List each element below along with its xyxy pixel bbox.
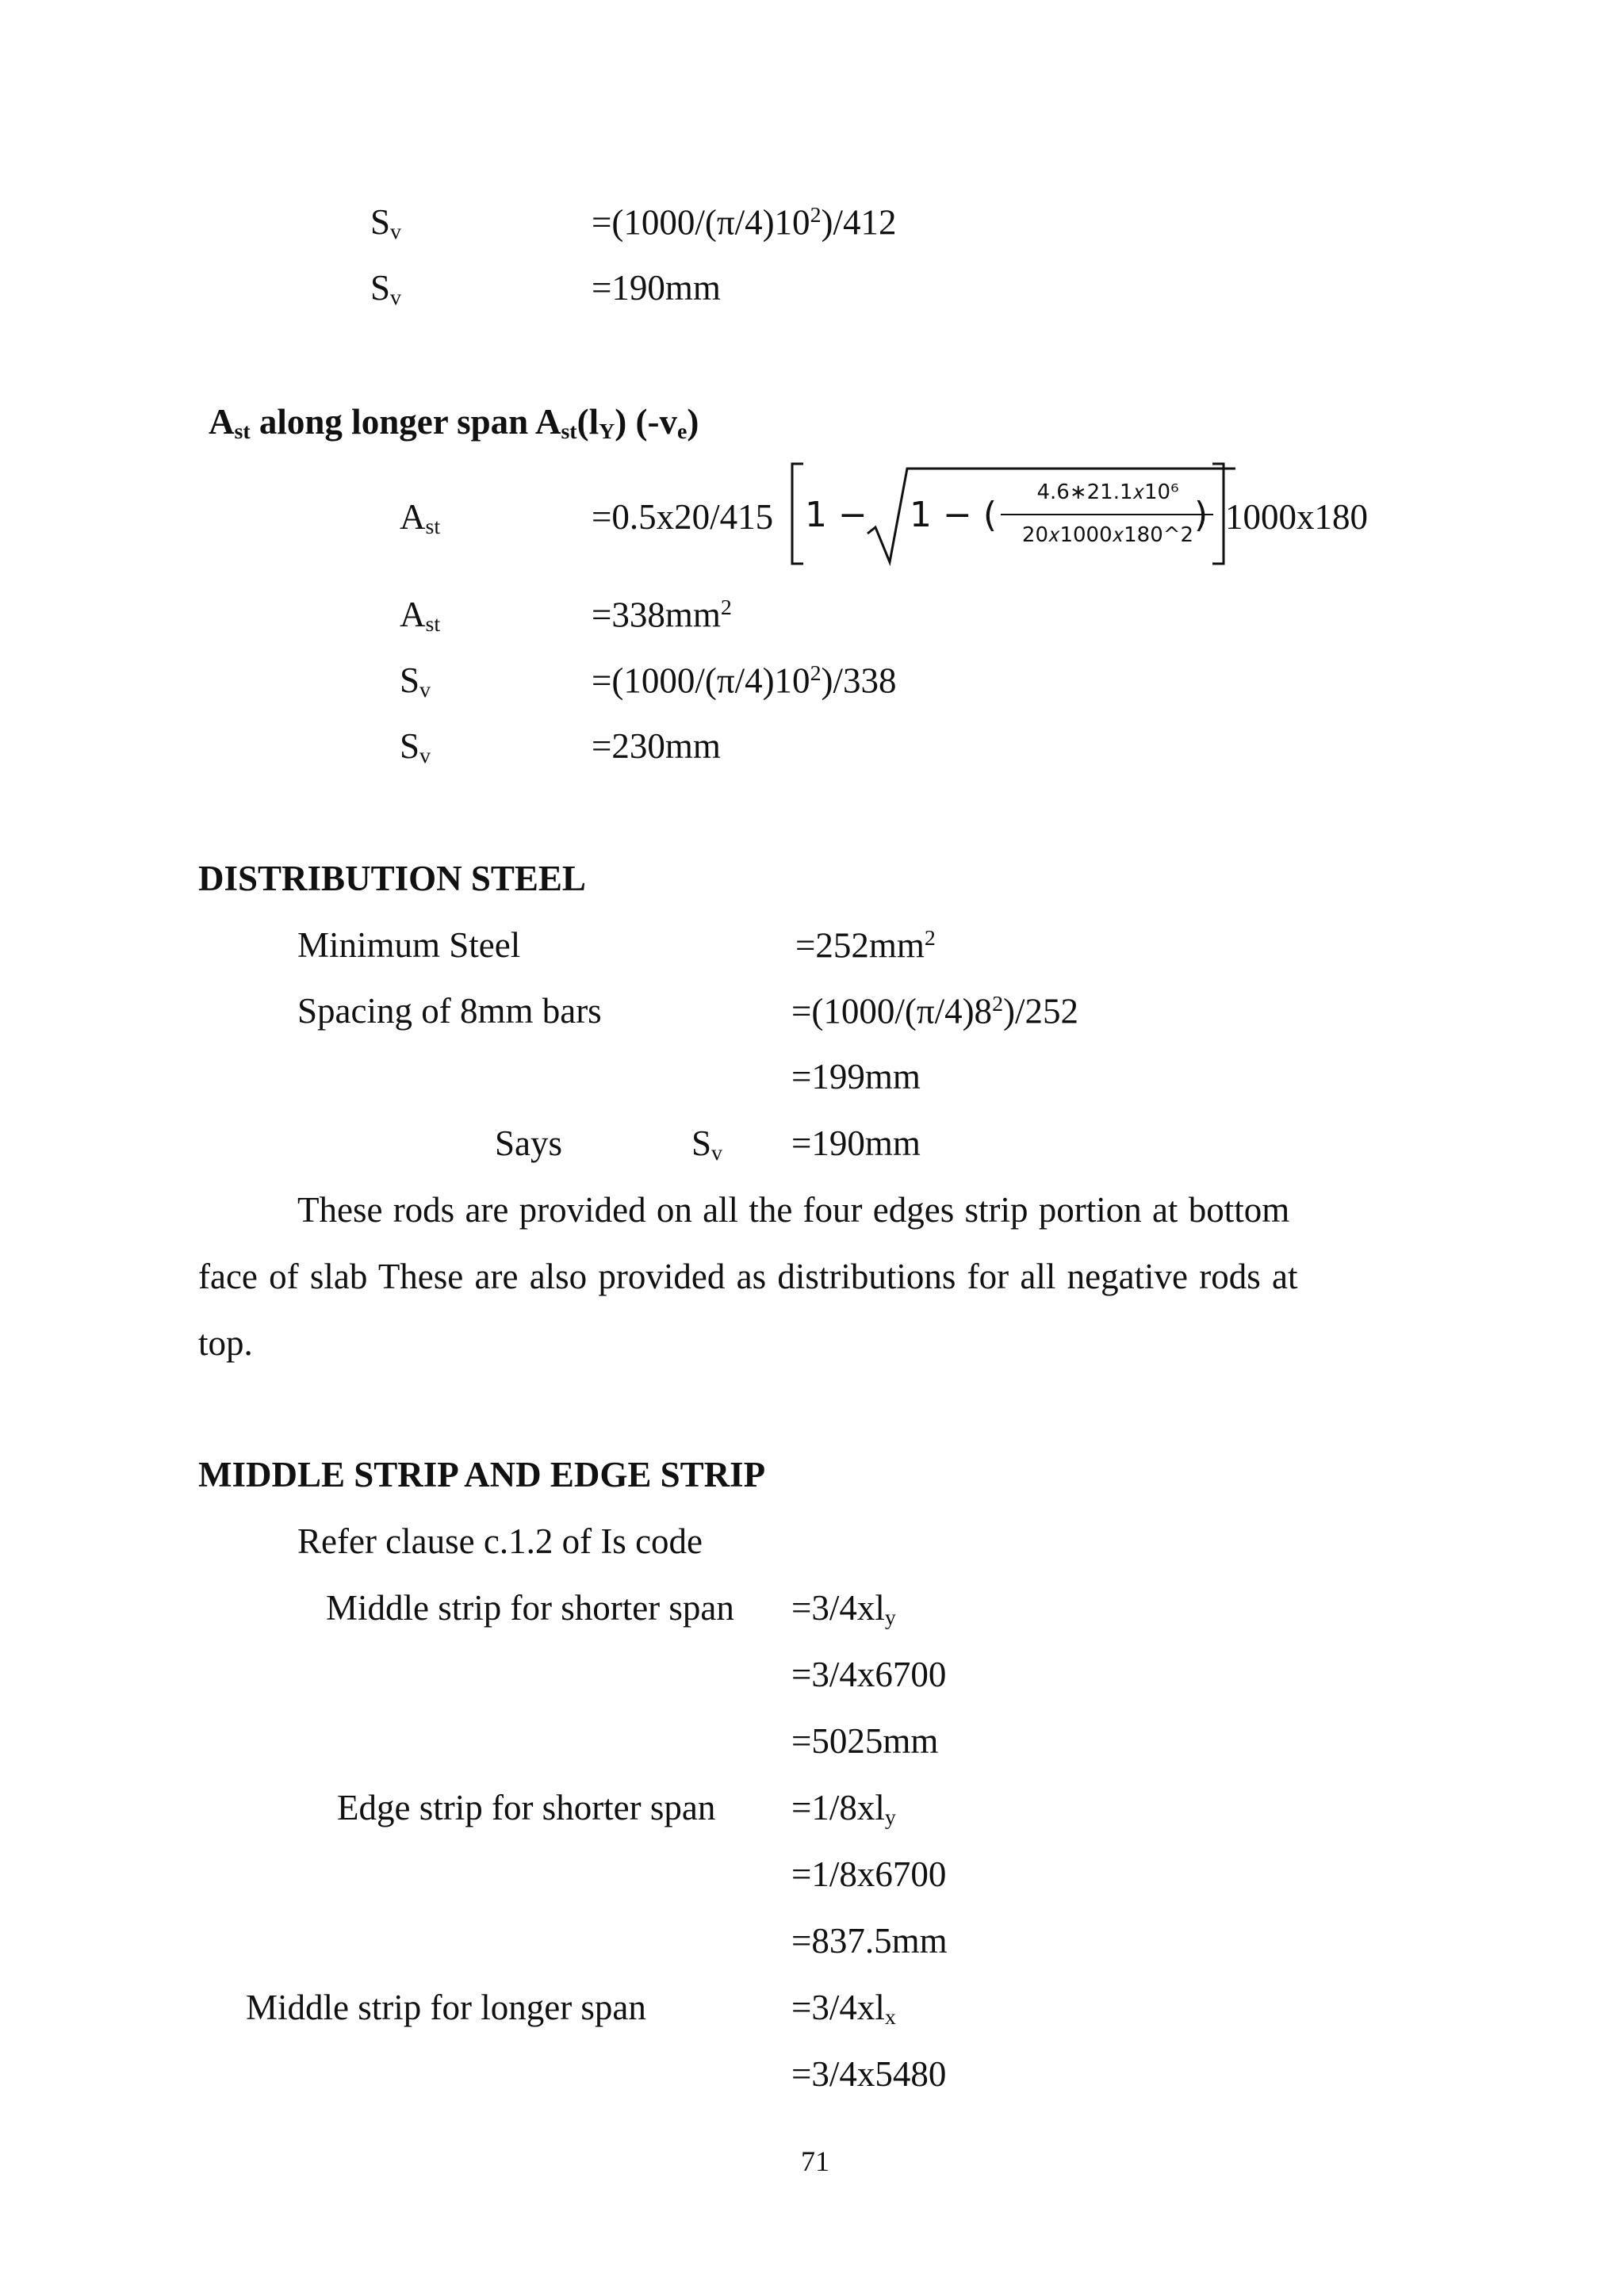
refer-clause-text: Refer clause c.1.2 of Is code: [297, 1521, 703, 1561]
sv-label-3: $S_v$: [400, 660, 431, 703]
page-number: 71: [801, 2145, 829, 2177]
ast-label-eq: $A_{st}$: [400, 497, 441, 540]
eq-numerator: 4.6∗21.1𝑥10⁶: [1036, 480, 1179, 504]
spacing-result: =199mm: [791, 1057, 921, 1096]
spacing-label: Spacing of 8mm bars: [297, 991, 602, 1031]
middle-strip-longer-calc: =3/4x5480: [791, 2054, 947, 2094]
eq-close-paren: ): [1194, 495, 1208, 535]
sv-formula-1: $=(1000/(\pi/4)10^2)/412$: [592, 202, 897, 243]
edge-strip-shorter-formula: $=1/8xl_y$: [791, 1788, 896, 1831]
sv-result-2: =230mm: [592, 726, 721, 766]
spacing-formula: $=(1000/(\pi/4)8^2)/252$: [791, 991, 1079, 1031]
says-value: =190mm: [791, 1123, 921, 1163]
middle-strip-shorter-calc: =3/4x6700: [791, 1655, 947, 1694]
edge-strip-shorter-result: =837.5mm: [791, 1921, 948, 1961]
middle-strip-shorter-result: =5025mm: [791, 1721, 939, 1761]
says-sv-label: $S_v$: [691, 1123, 722, 1166]
minimum-steel-label: Minimum Steel: [297, 925, 521, 965]
sv-formula-2: $=(1000/(\pi/4)10^2)/338$: [592, 660, 897, 701]
eq-inner: 1 − (: [910, 495, 997, 535]
ast-eq-prefix: =0.5x20/415: [592, 497, 774, 537]
ast-label-2: $A_{st}$: [400, 595, 441, 637]
sv-label-2: $S_v$: [370, 268, 401, 311]
fraction-bar: [1001, 514, 1213, 515]
section-heading-middle-edge-strip: MIDDLE STRIP AND EDGE STRIP: [198, 1455, 766, 1494]
minimum-steel-value: $=252mm^2$: [795, 925, 936, 966]
middle-strip-longer-label: Middle strip for longer span: [246, 1988, 646, 2027]
right-bracket-icon: [1209, 462, 1227, 565]
edge-strip-shorter-label: Edge strip for shorter span: [337, 1788, 716, 1827]
eq-suffix: 1000x180: [1225, 497, 1368, 537]
middle-strip-shorter-formula: $=3/4xl_y$: [791, 1588, 896, 1631]
middle-strip-shorter-label: Middle strip for shorter span: [326, 1588, 734, 1628]
middle-strip-longer-formula: $=3/4xl_x$: [791, 1988, 896, 2030]
says-label: Says: [495, 1123, 563, 1163]
sv-label-1: $S_v$: [370, 202, 401, 245]
ast-result: $=338mm^2$: [592, 595, 732, 635]
paragraph-line-2: face of slab These are also provided as distributions for all negative rods at: [198, 1257, 1298, 1296]
left-bracket-icon: [789, 462, 806, 565]
sv-label-4: $S_v$: [400, 726, 431, 769]
sv-result-1: =190mm: [592, 268, 721, 308]
eq-denominator: 20𝑥1000𝑥180^2: [1021, 523, 1194, 547]
edge-strip-shorter-calc: =1/8x6700: [791, 1854, 947, 1894]
eq-one-minus: 1 −: [805, 495, 868, 535]
paragraph-line-1: These rods are provided on all the four edges strip portion at bottom: [297, 1190, 1290, 1230]
paragraph-line-3: top.: [198, 1323, 253, 1363]
section-heading-ast-longer-span: $A_{st}$ along longer span $A_{st}(l_Y)$ $(-v_e)$: [209, 402, 699, 445]
section-heading-distribution-steel: DISTRIBUTION STEEL: [198, 859, 586, 898]
